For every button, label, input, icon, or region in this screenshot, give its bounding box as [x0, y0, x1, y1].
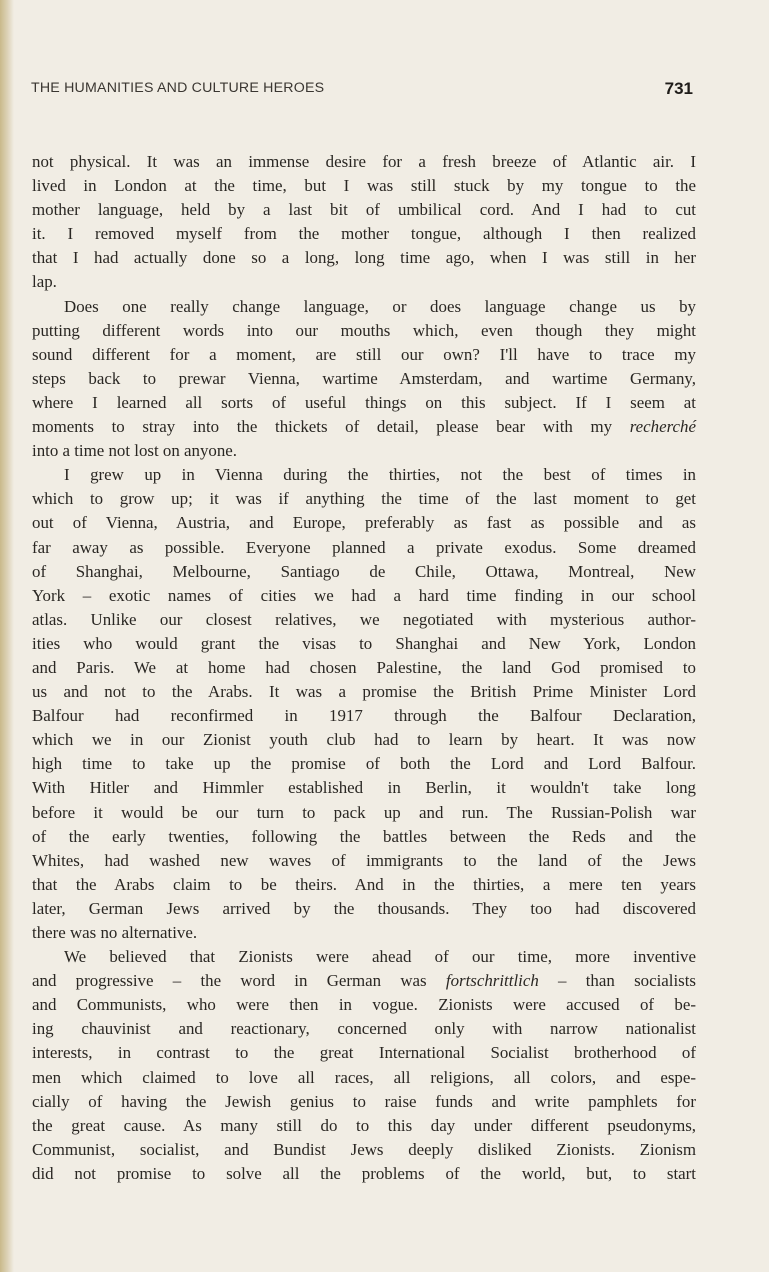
- text-run: moments to stray into the thickets of detail, please bear with my: [32, 417, 630, 437]
- text-line-with-italic: [32, 415, 696, 439]
- text-line: Does one really change language, or does language change us by: [64, 296, 696, 316]
- paragraph-3: [32, 463, 696, 945]
- text-line: into a time not lost on anyone.: [32, 441, 238, 461]
- body-text: [32, 150, 696, 1186]
- text-line: that I had actually done so a long, long time ago, when I was still in her: [32, 248, 696, 268]
- text-line: far away as possible. Everyone planned a private exodus. Some dreamed: [32, 537, 696, 557]
- text-line: and Communists, who were then in vogue. Zionists were accused of be-: [32, 995, 696, 1015]
- text-line: Balfour had reconfirmed in 1917 through the Balfour Declaration,: [32, 706, 696, 726]
- text-line: ities who would grant the visas to Shanghai and New York, London: [32, 633, 696, 653]
- text-line: it. I removed myself from the mother tongue, although I then realized: [32, 224, 696, 244]
- text-line: which we in our Zionist youth club had to learn by heart. It was now: [32, 730, 696, 750]
- text-line: later, German Jews arrived by the thousands. They too had discovered: [32, 898, 696, 918]
- text-line: where I learned all sorts of useful things on this subject. If I seem at: [32, 392, 696, 412]
- paragraph-1: [32, 150, 696, 295]
- text-line: out of Vienna, Austria, and Europe, preferably as fast as possible and as: [32, 513, 696, 533]
- text-line: Whites, had washed new waves of immigrants to the land of the Jews: [32, 850, 696, 870]
- text-run: and progressive – the word in German was: [32, 971, 446, 991]
- text-line: steps back to prewar Vienna, wartime Amsterdam, and wartime Germany,: [32, 368, 696, 388]
- spine-shadow: [0, 0, 14, 1272]
- text-line: of the early twenties, following the battles between the Reds and the: [32, 826, 696, 846]
- text-line: there was no alternative.: [32, 923, 198, 942]
- text-line: high time to take up the promise of both the Lord and Lord Balfour.: [32, 754, 696, 774]
- text-line: mother language, held by a last bit of umbilical cord. And I had to cut: [32, 200, 696, 220]
- text-line: Communist, socialist, and Bundist Jews deeply disliked Zionists. Zionism: [32, 1139, 696, 1159]
- text-line: the great cause. As many still do to this day under different pseudonyms,: [32, 1115, 696, 1135]
- running-head-title: THE HUMANITIES AND CULTURE HEROES: [31, 80, 325, 96]
- italic-word: fortschrittlich: [445, 971, 539, 991]
- text-line: lived in London at the time, but I was still stuck by my tongue to the: [32, 176, 696, 196]
- text-line: of Shanghai, Melbourne, Santiago de Chile, Ottawa, Montreal, New: [32, 561, 696, 581]
- text-line: sound different for a moment, are still our own? I'll have to trace my: [32, 344, 696, 364]
- text-line: With Hitler and Himmler established in Berlin, it wouldn't take long: [32, 778, 696, 798]
- text-line: not physical. It was an immense desire for a fresh breeze of Atlantic air. I: [32, 152, 696, 171]
- paragraph-2: [32, 295, 696, 464]
- text-line-with-italic: [32, 969, 696, 993]
- text-line: that the Arabs claim to be theirs. And in the thirties, a mere ten years: [32, 874, 696, 894]
- text-line: lap.: [32, 272, 57, 292]
- text-line: men which claimed to love all races, all religions, all colors, and espe-: [32, 1067, 696, 1087]
- text-line: atlas. Unlike our closest relatives, we negotiated with mysterious author-: [32, 609, 696, 629]
- text-line: and Paris. We at home had chosen Palestine, the land God promised to: [32, 657, 696, 677]
- text-line: York – exotic names of cities we had a hard time finding in our school: [32, 585, 696, 605]
- italic-word: recherché: [629, 417, 696, 437]
- text-line: did not promise to solve all the problems of the world, but, to start: [32, 1163, 696, 1183]
- paragraph-4: [32, 945, 696, 1186]
- running-head: [31, 80, 693, 102]
- page-number: 731: [664, 79, 693, 98]
- text-run: – than socialists: [538, 971, 696, 991]
- text-line: I grew up in Vienna during the thirties, not the best of times in: [64, 465, 696, 485]
- text-line: cially of having the Jewish genius to raise funds and write pamphlets for: [32, 1091, 696, 1111]
- text-line: We believed that Zionists were ahead of our time, more inventive: [64, 947, 696, 967]
- text-line: ing chauvinist and reactionary, concerned only with narrow nationalist: [32, 1019, 696, 1039]
- text-line: interests, in contrast to the great International Socialist brotherhood of: [32, 1043, 696, 1063]
- text-line: before it would be our turn to pack up and run. The Russian-Polish war: [32, 802, 696, 822]
- text-line: us and not to the Arabs. It was a promise the British Prime Minister Lord: [32, 682, 696, 702]
- text-line: which to grow up; it was if anything the time of the last moment to get: [32, 489, 696, 509]
- text-line: putting different words into our mouths which, even though they might: [32, 320, 696, 340]
